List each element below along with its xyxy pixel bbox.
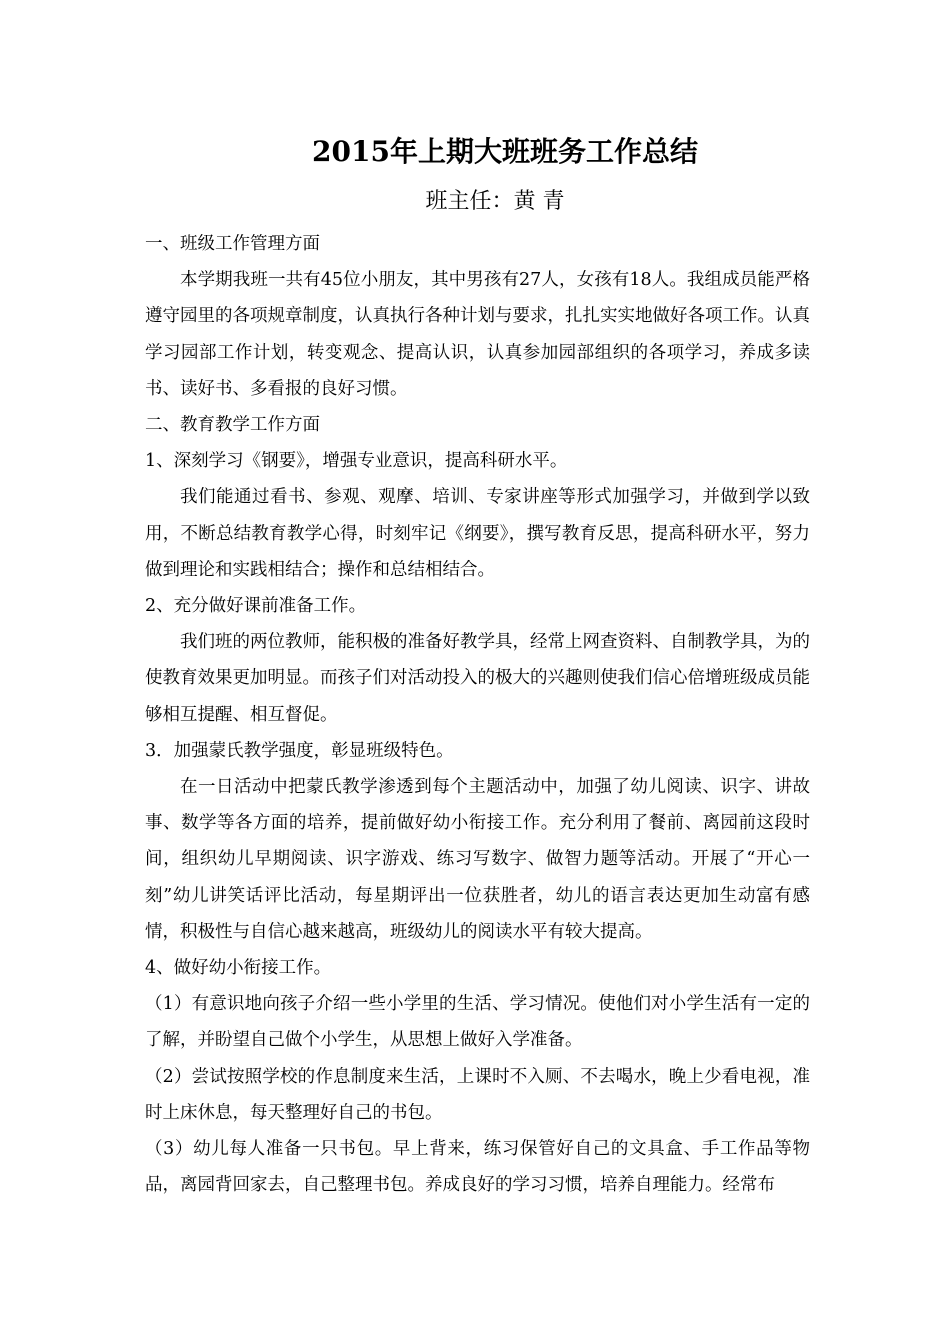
document-title: 2015年上期大班班务工作总结	[312, 135, 698, 168]
body-paragraph: 我们班的两位教师，能积极的准备好教学具，经常上网查资料、自制教学具，为的使教育效果更加明显。而孩子们对活动投入的极大的兴趣则使我们信心倍增班级成员能够相互提醒、相互督促。	[145, 632, 810, 725]
body-paragraph: 我们能通过看书、参观、观摩、培训、专家讲座等形式加强学习，并做到学以致用，不断总结教育教学心得，时刻牢记《纲要》，撰写教育反思，提高科研水平，努力做到理论和实践相结合；操作和总结相结合。	[145, 487, 810, 580]
list-item: （2）尝试按照学校的作息制度来生活，上课时不入厕、不去喝水，晚上少看电视，准时上床休息，每天整理好自己的书包。	[145, 1066, 810, 1123]
list-item: （3）幼儿每人准备一只书包。早上背来，练习保管好自己的文具盒、手工作品等物品，离园背回家去，自己整理书包。养成良好的学习习惯，培养自理能力。经常布	[145, 1139, 810, 1196]
subsection-heading: 1、深刻学习《钢要》，增强专业意识，提高科研水平。	[145, 451, 568, 472]
body-paragraph: 在一日活动中把蒙氏教学渗透到每个主题活动中，加强了幼儿阅读、识字、讲故事、数学等各方面的培养，提前做好幼小衔接工作。充分利用了餐前、离园前这段时间，组织幼儿早期阅读、识字游戏、练习写数字、做智力题等活动。开展了“开心一刻”幼儿讲笑话评比活动，每星期评出一位获胜者，幼儿的语言表达更加生动富有感情，积极性与自信心越来越高，班级幼儿的阅读水平有较大提高。	[145, 777, 810, 942]
list-item: （1）有意识地向孩子介绍一些小学里的生活、学习情况。使他们对小学生活有一定的了解，并盼望自己做个小学生，从思想上做好入学准备。	[145, 994, 810, 1051]
author-line: 班主任：黄 青	[425, 189, 565, 214]
subsection-heading: 4、做好幼小衔接工作。	[145, 958, 332, 979]
section-heading: 一、班级工作管理方面	[145, 234, 320, 254]
subsection-heading: 2、充分做好课前准备工作。	[145, 596, 367, 617]
document-body	[145, 226, 810, 1203]
subsection-heading: 3．加强蒙氏教学强度，彰显班级特色。	[145, 740, 454, 761]
section-heading: 二、教育教学工作方面	[145, 415, 320, 436]
body-paragraph: 本学期我班一共有45位小朋友，其中男孩有27人，女孩有18人。我组成员能严格遵守园里的各项规章制度，认真执行各种计划与要求，扎扎实实地做好各项工作。认真学习园部工作计划，转变观念、提高认识，认真参加园部组织的各项学习，养成多读书、读好书、多看报的良好习惯。	[145, 270, 810, 399]
